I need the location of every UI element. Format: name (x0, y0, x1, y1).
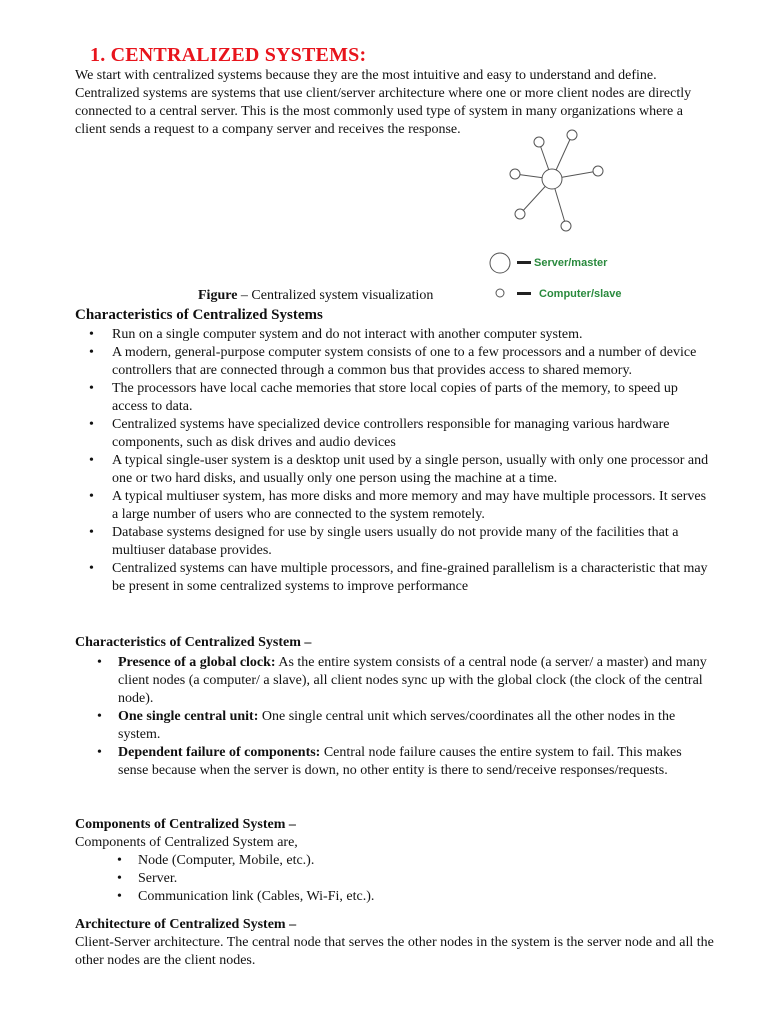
legend-server-label: Server/master (534, 257, 608, 269)
list-item: • Centralized systems can have multiple processors, and fine-grained parallelism is a characteristic that may be present in some centralized systems to improve performance (75, 560, 715, 596)
legend-server-symbol (490, 253, 510, 273)
list-item: • A typical multiuser system, has more disks and more memory and may have multiple processors. It serves a large number of users who are connected to the system remotely. (75, 488, 715, 524)
list-item: • Run on a single computer system and do not interact with another computer system. (75, 326, 715, 344)
legend-dash (517, 292, 531, 295)
components-lead: Components of Centralized System are, (75, 835, 298, 850)
figure-caption (198, 287, 433, 305)
client-node (515, 209, 525, 219)
section-heading-characteristics: Characteristics of Centralized Systems (75, 307, 323, 323)
legend-client-symbol (496, 289, 504, 297)
client-node (561, 221, 571, 231)
client-node (567, 130, 577, 140)
intro-paragraph: We start with centralized systems because they are the most intuitive and easy to understand and define. Centralized systems are systems that use client/server architecture where one or more client nodes are directly connected to a central server. This is the most commonly used type of system in many organizations where a client sends a request to a company server and receives the response. (75, 68, 692, 137)
list-item (75, 708, 715, 744)
list-item: • A typical single-user system is a desktop unit used by a single person, usually with only one processor and one or two hard disks, and usually only one person using the machine at a time. (75, 452, 715, 488)
definition: As the entire system consists of a central node (a server/ a master) and many client nodes (a computer/ a slave), all client nodes sync up with the global clock (the clock of the central node). (118, 655, 707, 706)
term: Dependent failure of components: (118, 745, 321, 760)
list-item: • A modern, general-purpose computer system consists of one to a few processors and a number of device controllers that are connected through a common bus that provides access to shared memory. (75, 344, 715, 380)
centralized-system-diagram (484, 126, 624, 304)
section-heading-architecture: Architecture of Centralized System – (75, 917, 297, 932)
architecture-paragraph: Client-Server architecture. The central node that serves the other nodes in the system is the server node and all the other nodes are the client nodes. (75, 935, 714, 968)
term: One single central unit: (118, 709, 259, 724)
components-list (75, 852, 374, 906)
caption-label: Figure (198, 288, 238, 303)
list-item: • Database systems designed for use by single users usually do not provide many of the facilities that a multiuser database provides. (75, 524, 715, 560)
list-item: • Communication link (Cables, Wi-Fi, etc.). (75, 888, 374, 906)
caption-text: – Centralized system visualization (237, 288, 434, 303)
list-item: • Server. (75, 870, 374, 888)
client-node (534, 137, 544, 147)
section-heading-components: Components of Centralized System – (75, 817, 296, 832)
definition: One single central unit which serves/coordinates all the other nodes in the system. (118, 709, 676, 742)
list-item: • Node (Computer, Mobile, etc.). (75, 852, 374, 870)
term: Presence of a global clock: (118, 655, 276, 670)
list-item: • The processors have local cache memories that store local copies of parts of the memory, to speed up access to data. (75, 380, 715, 416)
client-node (593, 166, 603, 176)
server-node (542, 169, 562, 189)
list-item (75, 744, 715, 780)
legend-client-label: Computer/slave (539, 288, 622, 300)
list-item: • Centralized systems have specialized device controllers responsible for managing various hardware components, such as disk drives and audio devices (75, 416, 715, 452)
section-heading-characteristics-system: Characteristics of Centralized System – (75, 635, 312, 650)
legend-dash (517, 261, 531, 264)
list-item (75, 654, 715, 708)
system-characteristics-list (75, 654, 715, 780)
characteristics-list (75, 326, 715, 596)
page-title: 1. CENTRALIZED SYSTEMS: (90, 44, 367, 66)
client-node (510, 169, 520, 179)
definition: Central node failure causes the entire system to fail. This makes sense because when the server is down, no other entity is there to send/receive responses/requests. (118, 745, 682, 778)
